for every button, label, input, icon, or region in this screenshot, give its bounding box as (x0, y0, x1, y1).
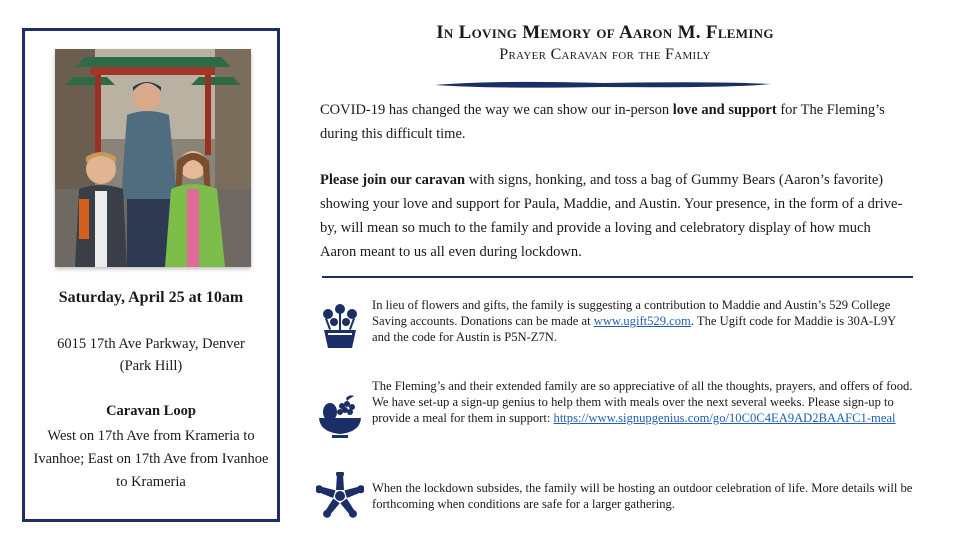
flower-pot-icon (316, 302, 364, 350)
intro-paragraph-1 (320, 98, 905, 146)
intro-paragraph-2 (320, 168, 905, 264)
donation-text (372, 297, 917, 345)
fruit-bowl-icon (316, 392, 364, 440)
intro-bold: love and support (672, 102, 777, 118)
event-date: Saturday, April 25 at 10am (58, 289, 244, 306)
section-divider (322, 276, 913, 278)
event-address (33, 333, 269, 377)
page-title: In Loving Memory of Aaron M. Fleming (436, 22, 774, 43)
donation-text-a: In lieu of flowers and gifts, the family is suggesting a contribution to Maddie and Austin’s 529 College Saving accounts. Donations can be made at (372, 298, 891, 328)
invite-bold: Please join our caravan (320, 172, 466, 188)
caravan-loop-title: Caravan Loop (106, 403, 196, 419)
address-line-2: (Park Hill) (119, 358, 183, 374)
event-card (22, 28, 280, 522)
address-line-1: 6015 17th Ave Parkway, Denver (57, 336, 245, 352)
ugift-link[interactable]: www.ugift529.com (593, 314, 691, 328)
donation-text-b: . The Ugift code for Maddie is 30A-L9Y and the code for Austin is P5N-Z7N. (372, 314, 896, 344)
intro-text-a: COVID-19 has changed the way we can show our in-person (320, 102, 673, 118)
caravan-loop-description: West on 17th Ave from Krameria to Ivanhoe; East on 17th Ave from Ivanhoe to Krameria (33, 428, 269, 490)
signup-genius-link[interactable]: https://www.signupgenius.com/go/10C0C4EA9AD2BAAFC1-meal (553, 411, 896, 425)
meals-text (372, 378, 917, 426)
celebration-text: When the lockdown subsides, the family will be hosting an outdoor celebration of life. More details will be forthcoming when conditions are safe for a larger gathering. (372, 481, 913, 511)
joined-hands-icon (316, 472, 364, 520)
meals-text-body: The Fleming’s and their extended family are so appreciative of all the thoughts, prayers, and offers of food. We have set-up a sign-up genius to help them with meals over the next several weeks. Please sign-up to provide a meal for them in support: (372, 379, 913, 425)
family-photo (55, 49, 251, 267)
invite-text: with signs, honking, and toss a bag of Gummy Bears (Aaron’s favorite) showing your love and support for Paula, Maddie, and Austin. Your presence, in the form of a drive-by, will mean so much to the family and provide a loving and celebratory display of how much Aaron meant to us all even during lockdown. (320, 172, 903, 260)
brush-divider (433, 78, 773, 90)
page-subtitle: Prayer Caravan for the Family (499, 46, 711, 63)
intro-text-b: for The Fleming’s during this difficult time. (320, 102, 885, 142)
